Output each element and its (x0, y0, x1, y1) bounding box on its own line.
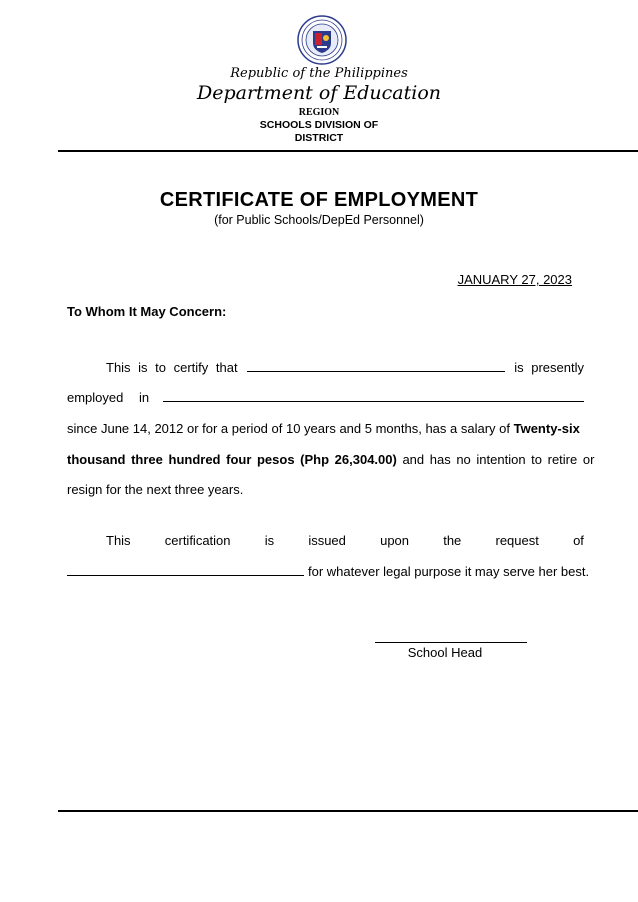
header-district: DISTRICT (294, 132, 344, 144)
p2-word: upon (380, 533, 410, 548)
header-department: Department of Education (197, 82, 441, 104)
header-division: SCHOOLS DIVISION OF (259, 119, 379, 131)
certificate-title: CERTIFICATE OF EMPLOYMENT (159, 189, 479, 211)
p1-line2-start: employed in (67, 390, 150, 405)
signature-line (375, 642, 527, 643)
paragraph1-line3 (67, 421, 580, 436)
p2-word: certification (164, 533, 231, 548)
p2-word: of (573, 533, 584, 548)
salutation: To Whom It May Concern: (67, 304, 227, 319)
footer-divider (58, 810, 638, 812)
header-republic: Republic of the Philippines (230, 66, 408, 81)
p2-line2-text: for whatever legal purpose it may serve her best. (308, 564, 590, 579)
header-divider (58, 150, 638, 152)
p1-line4-text: and has no intention to retire or (396, 452, 595, 467)
paragraph1-line2 (67, 390, 584, 405)
signature-label: School Head (407, 645, 483, 660)
p1-line3-bold: Twenty-six (513, 421, 580, 436)
p1-line3-text: since June 14, 2012 or for a period of 10 years and 5 months, has a salary of (67, 421, 514, 436)
header-region: REGION (298, 107, 340, 118)
employee-name-blank (247, 371, 505, 372)
p1-line1-end: is presently (514, 360, 584, 375)
paragraph2-line1 (106, 533, 584, 548)
requester-name-blank (67, 575, 304, 576)
certificate-date: JANUARY 27, 2023 (457, 272, 572, 287)
p1-line4-bold: thousand three hundred four pesos (Php 26,304.00) (67, 452, 397, 467)
p2-word: the (443, 533, 462, 548)
p1-line1-start: This is to certify that (106, 360, 238, 375)
p2-word: request (495, 533, 539, 548)
p1-line5-text: resign for the next three years. (67, 482, 244, 497)
paragraph2-line2 (67, 564, 589, 579)
deped-seal-logo (297, 15, 347, 65)
paragraph1-line4 (67, 452, 594, 467)
p2-word: This (106, 533, 131, 548)
p2-word: is (264, 533, 275, 548)
p2-word: issued (308, 533, 346, 548)
school-name-blank (163, 401, 584, 402)
certificate-subtitle: (for Public Schools/DepEd Personnel) (214, 213, 424, 227)
paragraph1-line1 (106, 360, 584, 375)
paragraph1-line5 (67, 482, 243, 497)
